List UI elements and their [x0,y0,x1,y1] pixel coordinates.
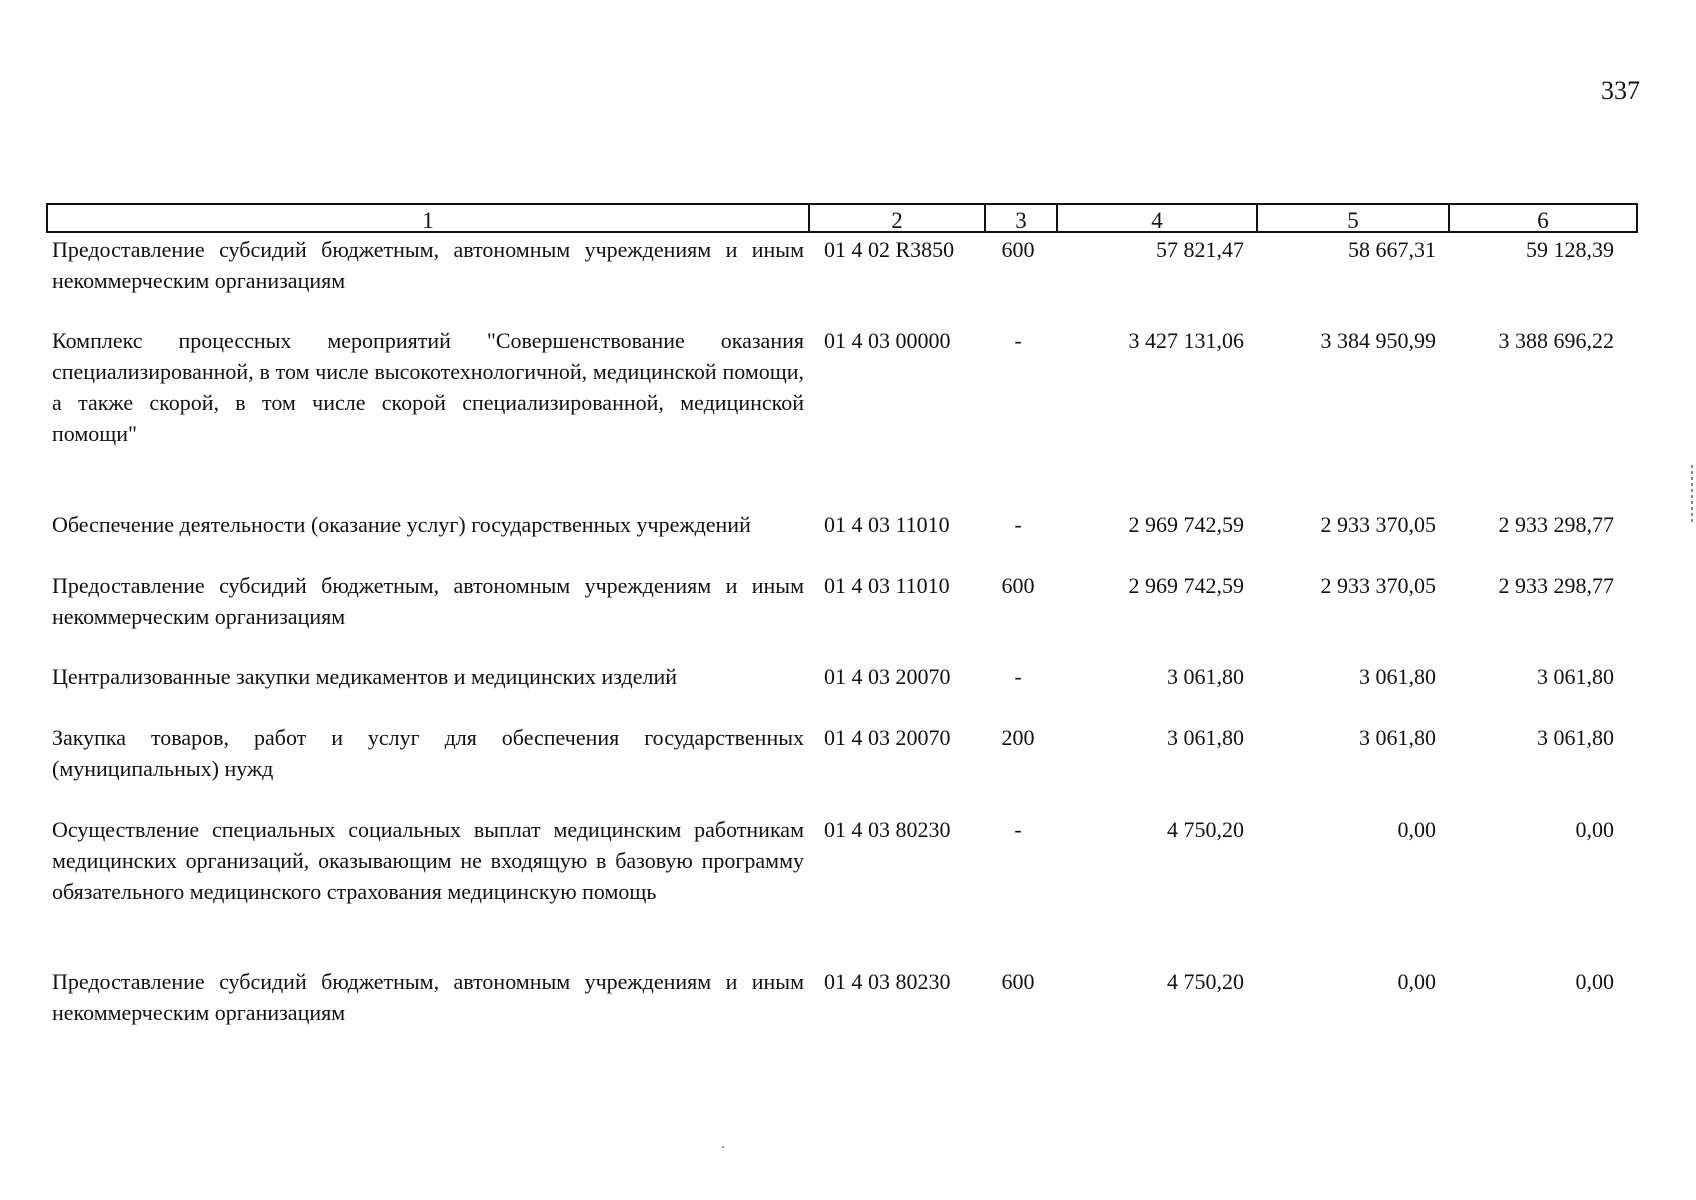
header-col-5: 5 [1256,205,1448,231]
row-amount-col-6: 2 933 298,77 [1498,512,1614,537]
row-name: Осуществление специальных социальных выплат медицинским работникам медицинских организаций, оказывающим не входящую в базовую программу обязательного медицинского страхования медицинскую помощь [52,817,804,904]
row-expense-type: 600 [1001,969,1035,994]
row-code: 01 4 03 20070 [824,664,951,689]
row-amount-col-4: 3 427 131,06 [1128,328,1244,353]
row-amount-col-6: 2 933 298,77 [1498,573,1614,598]
row-amount-col-6: 59 128,39 [1526,237,1614,262]
row-code: 01 4 02 R3850 [824,237,955,262]
row-amount-col-4: 4 750,20 [1167,817,1244,842]
row-expense-type: - [1014,512,1022,537]
row-name: Предоставление субсидий бюджетным, автономным учреждениям и иным некоммерческим организациям [52,237,804,293]
row-amount-col-6: 3 388 696,22 [1498,328,1614,353]
row-name: Закупка товаров, работ и услуг для обеспечения государственных (муниципальных) нужд [52,725,804,781]
row-amount-col-5: 3 061,80 [1359,725,1436,750]
row-amount-col-5: 2 933 370,05 [1320,512,1436,537]
row-amount-col-4: 2 969 742,59 [1128,512,1244,537]
row-amount-col-5: 0,00 [1397,969,1436,994]
row-name: Обеспечение деятельности (оказание услуг) государственных учреждений [52,512,751,537]
row-amount-col-4: 2 969 742,59 [1128,573,1244,598]
row-amount-col-5: 3 384 950,99 [1320,328,1436,353]
header-col-4: 4 [1056,205,1256,231]
row-amount-col-5: 0,00 [1397,817,1436,842]
row-expense-type: 600 [1001,237,1035,262]
row-amount-col-6: 3 061,80 [1537,664,1614,689]
row-expense-type: - [1014,664,1022,689]
row-amount-col-6: 0,00 [1575,969,1614,994]
row-name: Комплекс процессных мероприятий "Совершенствование оказания специализированной, в том числе высокотехнологичной, медицинской помощи, а также скорой, в том числе скорой специализированной, медицинской помощи" [52,328,804,446]
row-code: 01 4 03 20070 [824,725,951,750]
page-number: 337 [1601,76,1640,105]
row-code: 01 4 03 11010 [824,512,950,537]
row-expense-type: 600 [1001,573,1035,598]
row-code: 01 4 03 80230 [824,817,951,842]
row-amount-col-4: 3 061,80 [1167,664,1244,689]
header-col-2: 2 [808,205,984,231]
row-amount-col-5: 58 667,31 [1348,237,1436,262]
row-amount-col-5: 3 061,80 [1359,664,1436,689]
row-expense-type: - [1014,817,1022,842]
row-amount-col-4: 57 821,47 [1156,237,1244,262]
row-amount-col-6: 0,00 [1575,817,1614,842]
header-col-3: 3 [984,205,1056,231]
row-amount-col-5: 2 933 370,05 [1320,573,1436,598]
row-amount-col-4: 3 061,80 [1167,725,1244,750]
row-code: 01 4 03 80230 [824,969,951,994]
row-expense-type: - [1014,328,1022,353]
row-expense-type: 200 [1001,725,1035,750]
row-name: Предоставление субсидий бюджетным, автономным учреждениям и иным некоммерческим организациям [52,573,804,629]
row-code: 01 4 03 00000 [824,328,951,353]
scan-dot [722,1146,724,1148]
header-col-6: 6 [1448,205,1636,231]
row-code: 01 4 03 11010 [824,573,950,598]
row-amount-col-4: 4 750,20 [1167,969,1244,994]
header-col-1: 1 [422,208,434,233]
row-amount-col-6: 3 061,80 [1537,725,1614,750]
row-name: Предоставление субсидий бюджетным, автономным учреждениям и иным некоммерческим организациям [52,969,804,1025]
row-name: Централизованные закупки медикаментов и медицинских изделий [52,664,677,689]
table-header [46,203,1638,233]
scan-artifact [1691,465,1693,525]
